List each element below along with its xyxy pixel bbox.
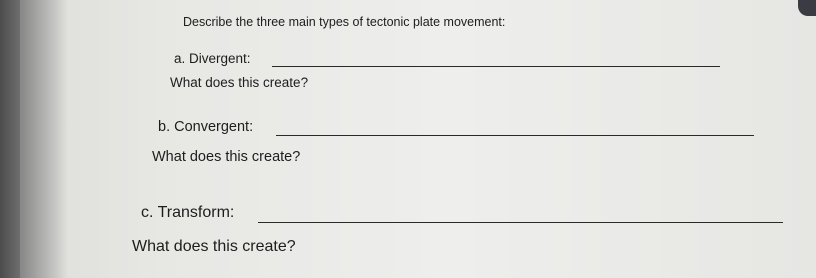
- transform-label: c. Transform:: [141, 204, 235, 221]
- transform-question: What does this create?: [132, 238, 296, 255]
- corner-object: [798, 0, 816, 16]
- divergent-label: a. Divergent:: [174, 51, 251, 66]
- divergent-answer-line[interactable]: [272, 66, 720, 67]
- divergent-question: What does this create?: [170, 75, 309, 90]
- convergent-label: b. Convergent:: [158, 119, 254, 135]
- transform-answer-line[interactable]: [258, 222, 783, 223]
- worksheet-prompt: Describe the three main types of tectonic plate movement:: [183, 15, 506, 29]
- convergent-question: What does this create?: [152, 149, 301, 165]
- page-edge: [0, 0, 20, 278]
- convergent-answer-line[interactable]: [276, 135, 754, 136]
